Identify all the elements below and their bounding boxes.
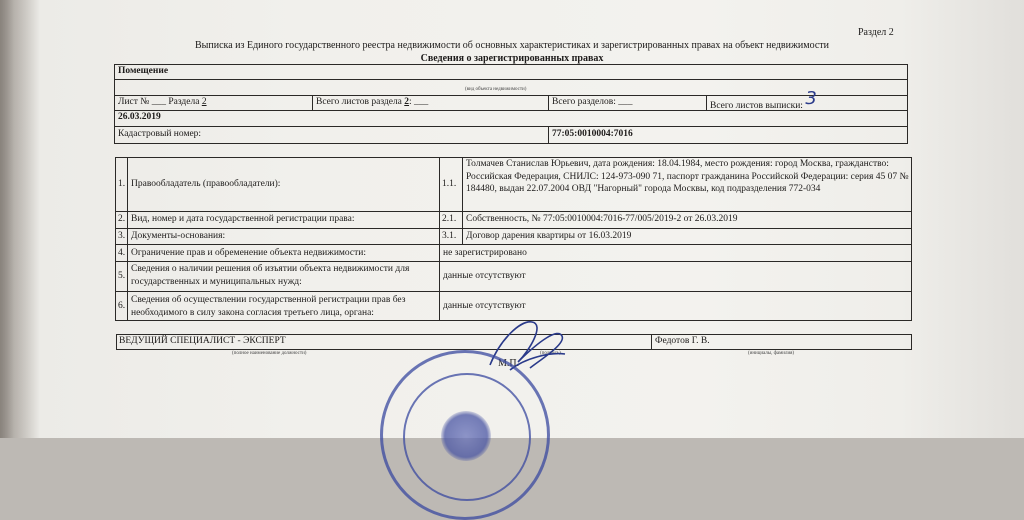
seizure-decision-value: данные отсутствуют [443,271,526,281]
total-sections [552,97,633,108]
signature-caption: (подпись) [540,351,561,356]
row-label: Сведения об осуществлении государственной регистрации прав без необходимого в силу закона согласия третьего лица, органа: [131,295,406,318]
total-extract-sheets-label: Всего листов выписки: [710,101,803,111]
total-sections-value: ___ [618,97,633,107]
official-seal [380,350,550,520]
object-type-caption: (вид объекта недвижимости) [465,87,527,92]
coat-of-arms-icon [441,411,491,461]
section-sheets-value: 2 [404,97,410,107]
row-label: Вид, номер и дата государственной регистрации права: [131,214,355,224]
third-party-consent-value: данные отсутствуют [443,301,526,311]
cadastral-number-value: 77:05:0010004:7016 [552,129,633,139]
section-sheets [316,97,428,108]
row-number: 6. [118,301,126,311]
row-label: Правообладатель (правообладатели): [131,179,281,189]
section-number-label: Раздела [168,97,200,107]
row-subnumber: 3.1. [442,231,457,241]
document-title: Выписка из Единого государственного реестра недвижимости об основных характеристиках и зарегистрированных правах на объект недвижимости [194,40,829,51]
name-caption: (инициалы, фамилия) [748,351,795,356]
row-number: 2. [118,214,126,224]
stamp-mark: М.П. [498,358,520,369]
encumbrance-value: не зарегистрировано [443,248,527,258]
total-extract-sheets [710,88,817,112]
row-number: 5. [118,271,126,281]
right-holder-value: Толмачев Станислав Юрьевич, дата рождения: 18.04.1984, место рождения: город Москва, гражданство: Российская Федерация, СНИЛС: 124-973-090 71, паспорт гражданина Российской Федерации: серия 45 07 № 184480, выдан 22.07.2004 ОВД "Нагорный" города Москвы, код подразделения 772-034 [466,159,909,195]
section-number-value: 2 [201,97,207,107]
official-position: ВЕДУЩИЙ СПЕЦИАЛИСТ - ЭКСПЕРТ [119,336,286,346]
row-label: Ограничение прав и обременение объекта недвижимости: [131,248,366,258]
registration-value: Собственность, № 77:05:0010004:7016-77/005/2019-2 от 26.03.2019 [466,214,738,224]
section-sheets-label: Всего листов раздела [316,97,402,107]
document-subtitle: Сведения о зарегистрированных правах [420,53,604,64]
row-label: Сведения о наличии решения об изъятии объекта недвижимости для государственных и муниципальных нужд: [131,264,410,287]
row-subnumber: 1.1. [442,179,457,189]
sheet-number-label: Лист № [118,97,150,107]
row-number: 3. [118,231,126,241]
total-sections-label: Всего разделов: [552,97,616,107]
basis-documents-value: Договор дарения квартиры от 16.03.2019 [466,231,632,241]
sheet-number-value: ___ [151,97,166,107]
object-type: Помещение [118,66,169,76]
official-name: Федотов Г. В. [655,336,710,346]
cadastral-number-label: Кадастровый номер: [118,129,202,139]
row-label: Документы-основания: [131,231,226,241]
total-extract-sheets-value: 3 [805,88,817,109]
row-number: 1. [118,179,126,189]
row-number: 4. [118,248,126,258]
document-date: 26.03.2019 [118,112,161,122]
position-caption: (полное наименование должности) [232,351,307,356]
row-subnumber: 2.1. [442,214,457,224]
section-label: Раздел 2 [858,27,894,38]
sheet-number [118,97,207,108]
section-sheets-suffix: : ___ [409,97,429,107]
